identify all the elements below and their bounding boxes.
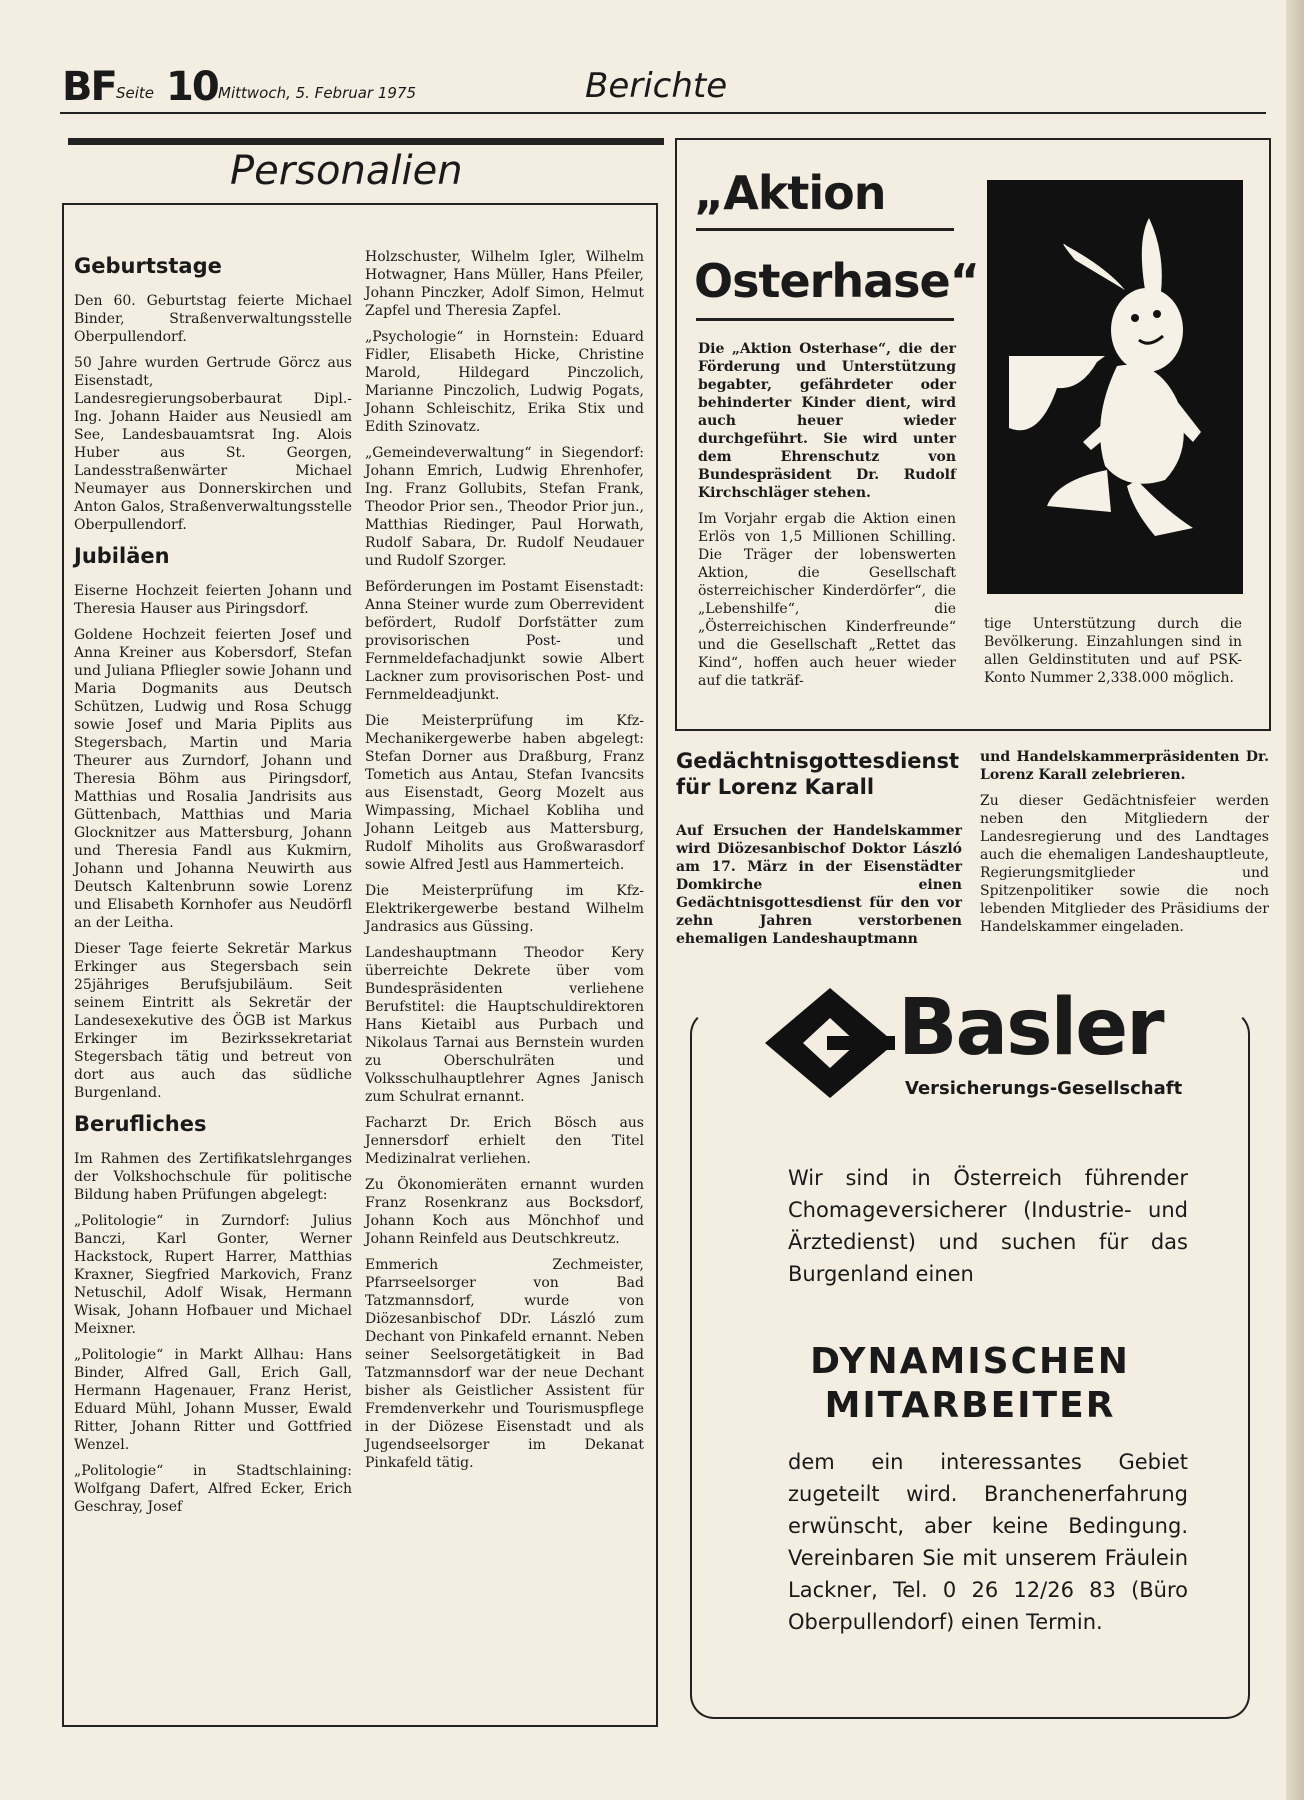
- jubilaeen-heading: Jubiläen: [74, 544, 170, 568]
- gedaechtnis-heading: Gedächtnisgottesdienst für Lorenz Karall: [676, 749, 960, 799]
- osterhase-title-line1: „Aktion: [694, 166, 886, 220]
- basler-subtitle: Versicherungs-Gesellschaft: [905, 1078, 1183, 1099]
- osterhase-title-line2: Osterhase“: [694, 254, 979, 308]
- personalien-paragraph: Die Meisterprüfung im Kfz-Elektrikergewerbe bestand Wilhelm Jandrasics aus Güssing.: [365, 883, 644, 935]
- berufliches-heading: Berufliches: [74, 1112, 207, 1136]
- personalien-paragraph: „Psychologie“ in Hornstein: Eduard Fidler, Elisabeth Hicke, Christine Marold, Hildegard Pinczolich, Marianne Pinczolich, Ludwig Pogats, Johann Schleischitz, Erika Stix und Edith Szinovatz.: [365, 329, 644, 435]
- gedaechtnis-paragraph: und Handelskammerpräsidenten Dr. Lorenz Karall zelebrieren.: [980, 749, 1269, 783]
- personalien-paragraph: Landeshauptmann Theodor Kery überreichte Dekrete über vom Bundespräsidenten verliehene Berufstitel: die Hauptschuldirektoren Hans Kietaibl aus Purbach und Nikolaus Tarnai aus Bernstein wurden zu Oberschulräten und Volksschulhauptlehrer Agnes Janisch zum Schulrat ernannt.: [365, 945, 644, 1105]
- issue-date: Mittwoch, 5. Februar 1975: [218, 84, 417, 102]
- section-title: Berichte: [585, 66, 728, 106]
- basler-diamond-logo-icon: [765, 988, 895, 1098]
- personalien-paragraph: Zu Ökonomieräten ernannt wurden Franz Rosenkranz aus Bocksdorf, Johann Koch aus Mönchhof und Johann Reinfeld aus Deutschkreutz.: [365, 1177, 644, 1247]
- ad-intro-text: Wir sind in Österreich führender Chomageversicherer (Industrie- und Ärztedienst) und suchen für das Burgenland einen: [788, 1166, 1188, 1286]
- gedaechtnis-paragraph: Zu dieser Gedächtnisfeier werden neben den Mitgliedern der Landesregierung und des Landtages auch die ehemaligen Landeshauptleute, Regierungsmitglieder und Spitzenpolitiker sowie die noch lebenden Mitglieder des Präsidiums der Handelskammer eingeladen.: [980, 793, 1269, 935]
- geburtstage-heading: Geburtstage: [74, 254, 222, 278]
- title-rule: [68, 138, 664, 145]
- geburtstage-paragraph: Den 60. Geburtstag feierte Michael Binder, Straßenverwaltungsstelle Oberpullendorf.: [74, 293, 352, 345]
- osterhase-title-rule: [696, 318, 954, 321]
- jubilaeen-paragraph: Eiserne Hochzeit feierten Johann und Theresia Hauser aus Piringsdorf.: [74, 583, 352, 617]
- berufliches-paragraph: Im Rahmen des Zertifikatslehrganges der Volkshochschule für politische Bildung haben Prüfungen abgelegt:: [74, 1151, 352, 1203]
- gedaechtnis-text: [676, 822, 962, 956]
- geburtstage-paragraph: 50 Jahre wurden Gertrude Görcz aus Eisenstadt, Landesregierungsoberbaurat Dipl.-Ing. Johann Haider aus Neusiedl am See, Landesbauamtsrat Ing. Alois Huber aus St. Georgen, Landesstraßenwärter Michael Neumayer aus Donnerskirchen und Anton Galos, Straßenverwaltungsstelle Oberpullendorf.: [74, 355, 352, 533]
- page-label: Seite: [116, 84, 155, 102]
- personalien-paragraph: Die Meisterprüfung im Kfz-Mechanikergewerbe haben abgelegt: Stefan Dorner aus Draßburg, Franz Tometich aus Antau, Stefan Ivancsits aus Eisenstadt, Georg Mozelt aus Wimpassing, Michael Kobliha und Johann Leitgeb aus Mattersburg, Rudolf Miholits aus Großwarasdorf sowie Alfred Jestl aus Hammerteich.: [365, 713, 644, 873]
- personalien-title: Personalien: [230, 148, 463, 194]
- personalien-paragraph: Beförderungen im Postamt Eisenstadt: Anna Steiner wurde zum Oberrevident befördert, Rudolf Dorfstätter zum provisorischen Post- und Fernmeldefachadjunkt sowie Albert Lackner zum provisorischen Post- und Fernmeldeadjunkt.: [365, 579, 644, 703]
- berufliches-paragraph: „Politologie“ in Markt Allhau: Hans Binder, Alfred Gall, Erich Gall, Hermann Hagenauer, Franz Herist, Eduard Mühl, Johann Musser, Ewald Ritter, Johann Ritter und Gottfried Wenzel.: [74, 1347, 352, 1453]
- page-spine: [1286, 0, 1304, 1800]
- personalien-paragraph: Emmerich Zechmeister, Pfarrseelsorger von Bad Tatzmannsdorf, wurde von Diözesanbischof DDr. László zum Dechant von Pinkafeld ernannt. Neben seiner Seelsorgetätigkeit in Bad Tatzmannsdorf war der neue Dechant bisher als Geistlicher Assistent für Fremdenverkehr und Tourismuspflege in der Diözese Eisenstadt und als Jugendseelsorger im Dekanat Pinkafeld tätig.: [365, 1257, 644, 1471]
- personalien-column-left: [74, 248, 352, 1524]
- page-number: 10: [166, 64, 218, 110]
- osterhase-paragraph: Im Vorjahr ergab die Aktion einen Erlös von 1,5 Millionen Schilling. Die Träger der lobenswerten Aktion, die Gesellschaft österreichischer Kinderdörfer“, die „Lebenshilfe“, die „Österreichischen Kinderfreunde“ und die Gesellschaft „Rettet das Kind“, hoffen auch heuer wieder auf die tatkräf-: [698, 511, 956, 689]
- gedaechtnis-text-continued: [980, 748, 1269, 944]
- jubilaeen-paragraph: Dieser Tage feierte Sekretär Markus Erkinger aus Stegersbach sein 25jähriges Berufsjubiläum. Seit seinem Eintritt als Sekretär der Landesexekutive des ÖGB ist Markus Erkinger im Bezirkssekretariat Stegersbach tätig und betreut von dort aus auch das südliche Burgenland.: [74, 941, 352, 1101]
- jubilaeen-paragraph: Goldene Hochzeit feierten Josef und Anna Kreiner aus Kobersdorf, Stefan und Juliana Pfliegler sowie Johann und Maria Dogmanits aus Deutsch Schützen, Ludwig und Rosa Schugg sowie Josef und Maria Piplits aus Stegersbach, Martin und Maria Theurer aus Zurndorf, Johann und Theresia Böhm aus Piringsdorf, Matthias und Rosalia Jandrisits aus Güttenbach, Matthias und Maria Glocknitzer aus Mattersburg, Johann und Theresia Fandl aus Kukmirn, Johann und Johanna Neuwirth aus Deutsch Kaltenbrunn sowie Lorenz und Elisabeth Kornhofer aus Neudörfl an der Leitha.: [74, 627, 352, 931]
- ad-body-text: dem ein interessantes Gebiet zugeteilt wird. Branchenerfahrung erwünscht, aber keine Bedingung. Vereinbaren Sie mit unserem Fräulein Lackner, Tel. 0 26 12/26 83 (Büro Oberpullendorf) einen Termin.: [788, 1450, 1188, 1634]
- masthead-logo: BF: [62, 64, 116, 110]
- osterhase-text-continued: [984, 615, 1242, 695]
- basler-brand: Basler: [898, 983, 1163, 1073]
- gedaechtnis-paragraph: Auf Ersuchen der Handelskammer wird Diözesanbischof Doktor László am 17. März in der Eisenstädter Domkirche einen Gedächtnisgottesdienst für den vor zehn Jahren verstorbenen ehemaligen Landeshauptmann: [676, 823, 962, 947]
- berufliches-paragraph: „Politologie“ in Zurndorf: Julius Banczi, Karl Gonter, Werner Hackstock, Rupert Harrer, Matthias Kraxner, Siegfried Markovich, Franz Netuschil, Adolf Wisak, Hermann Wisak, Johann Hofbauer und Michael Meixner.: [74, 1213, 352, 1337]
- page-header: [60, 60, 1266, 114]
- rabbit-illustration-icon: [987, 180, 1243, 594]
- osterhase-intro: Die „Aktion Osterhase“, die der Förderung und Unterstützung begabter, gefährdeter oder behinderter Kinder dient, wird auch heuer wieder durchgeführt. Sie wird unter dem Ehrenschutz von Bundespräsident Dr. Rudolf Kirchschläger stehen.: [698, 341, 956, 501]
- osterhase-text: [698, 340, 956, 698]
- ad-headline: DYNAMISCHEN MITARBEITER: [810, 1341, 1130, 1426]
- personalien-paragraph: Facharzt Dr. Erich Bösch aus Jennersdorf erhielt den Titel Medizinalrat verliehen.: [365, 1115, 644, 1167]
- osterhase-title-rule: [696, 228, 954, 231]
- personalien-column-middle: [365, 248, 644, 1480]
- berufliches-paragraph: „Politologie“ in Stadtschlaining: Wolfgang Dafert, Alfred Ecker, Erich Geschray, Josef: [74, 1463, 352, 1515]
- personalien-paragraph: „Gemeindeverwaltung“ in Siegendorf: Johann Emrich, Ludwig Ehrenhofer, Ing. Franz Gollubits, Stefan Frank, Theodor Prior sen., Theodor Prior jun., Matthias Riedinger, Paul Horwath, Rudolf Sabara, Dr. Rudolf Neudauer und Rudolf Szorger.: [365, 445, 644, 569]
- osterhase-paragraph: tige Unterstützung durch die Bevölkerung. Einzahlungen sind in allen Geldinstituten und auf PSK-Konto Nummer 2,338.000 möglich.: [984, 616, 1242, 686]
- personalien-paragraph: Holzschuster, Wilhelm Igler, Wilhelm Hotwagner, Hans Müller, Hans Pfeiler, Johann Pinczker, Adolf Simon, Helmut Zapfel und Theresia Zapfel.: [365, 249, 644, 319]
